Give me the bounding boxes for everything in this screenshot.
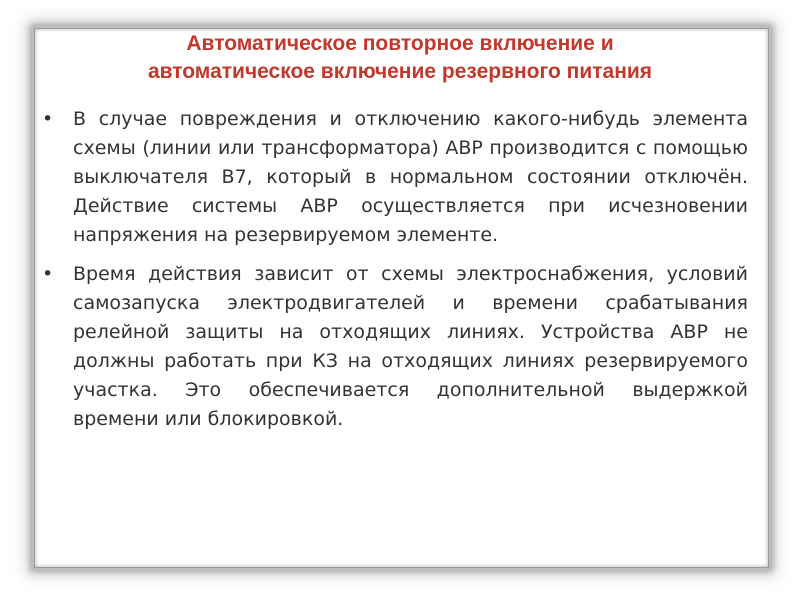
bullet-item (40, 260, 748, 434)
bullet-text: В случае повреждения и отключению какого-нибудь элемента схемы (линии или трансформатора) АВР производится с помощью выключателя В7, который в нормальном состоянии отключён. Действие системы АВР осуществляется при исчезновении напряжения на резервируемом элементе. (73, 108, 748, 246)
bullet-item (40, 105, 748, 250)
bullet-text: Время действия зависит от схемы электроснабжения, условий самозапуска электродвигателей и времени срабатывания релейной защиты на отходящих линиях. Устройства АВР не должны работать при КЗ на отходящих линиях резервируемого участка. Это обеспечивается дополнительной выдержкой времени или блокировкой. (73, 263, 748, 430)
bullet-marker: • (42, 108, 54, 130)
slide-title (0, 30, 800, 86)
bullet-list (40, 105, 748, 444)
slide-title-line-2: автоматическое включение резервного питания (147, 60, 653, 83)
slide-title-line-1: Автоматическое повторное включение и (186, 32, 614, 55)
bullet-marker: • (42, 263, 54, 285)
